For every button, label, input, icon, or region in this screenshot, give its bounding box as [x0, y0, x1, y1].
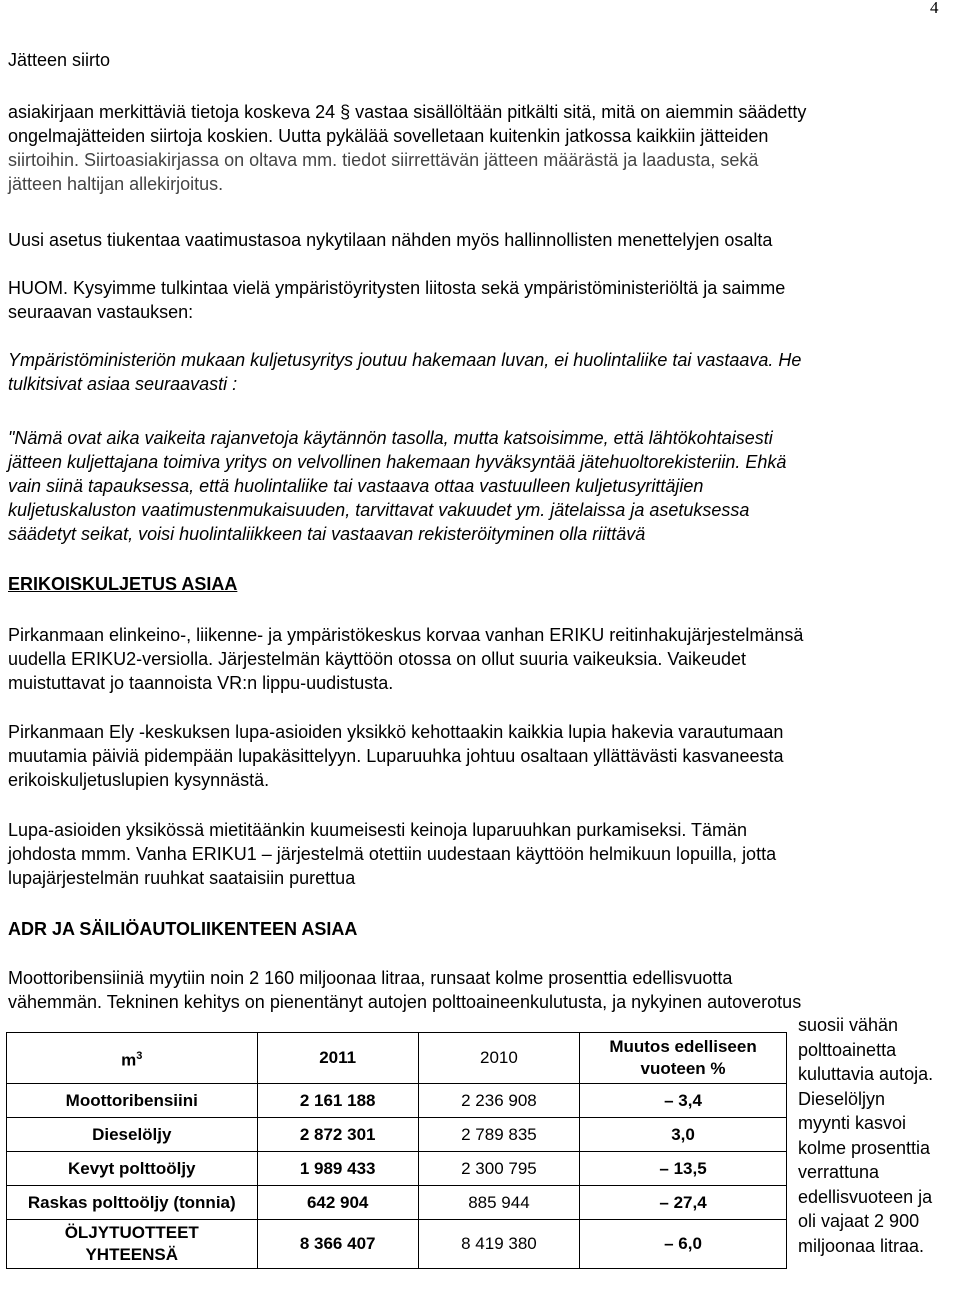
- paragraph-eriku: [8, 623, 956, 695]
- cell-2011: 2 872 301: [257, 1118, 418, 1152]
- text-line: jätteen haltijan allekirjoitus.: [8, 174, 224, 194]
- text-line: Moottoribensiiniä myytiin noin 2 160 miljoonaa litraa, runsaat kolme prosenttia edellisvuotta: [8, 968, 733, 988]
- header-2011: 2011: [257, 1033, 418, 1084]
- text-line: Pirkanmaan Ely -keskuksen lupa-asioiden yksikkö kehottaakin kaikkia lupia hakevia varautumaan: [8, 722, 784, 742]
- cell-2010: 2 236 908: [418, 1084, 579, 1118]
- text-line: myynti kasvoi: [798, 1113, 907, 1133]
- text-line: jätteen kuljettajana toimiva yritys on velvollinen hakemaan hyväksyntää jätehuoltorekisteriin. Ehkä: [8, 452, 787, 472]
- side-text-column: [798, 1013, 960, 1258]
- text-line: oli vajaat 2 900: [798, 1211, 920, 1231]
- page-number: 4: [930, 0, 939, 17]
- section-heading-transfer: Jätteen siirto: [8, 50, 111, 70]
- text-line: Lupa-asioiden yksikössä mietitäänkin kuumeisesti keinoja luparuuhkan purkamiseksi. Tämän: [8, 820, 748, 840]
- text-line: muistuttavat jo taannoista VR:n lippu-uudistusta.: [8, 673, 394, 693]
- table-total-row: [7, 1220, 787, 1269]
- text-line: ongelmajätteiden siirtoja koskien. Uutta pykälää sovelletaan kuitenkin jatkossa kaikkiin jätteiden: [8, 126, 769, 146]
- table-header-row: [7, 1033, 787, 1084]
- cell-2011: 642 904: [257, 1186, 418, 1220]
- text-line: polttoainetta: [798, 1039, 897, 1060]
- quote-block: [8, 426, 956, 546]
- table-row: [7, 1152, 787, 1186]
- total-2011: 8 366 407: [257, 1220, 418, 1269]
- text-line: tulkitsivat asiaa seuraavasti :: [8, 374, 238, 394]
- text-line: säädetyt seikat, voisi huolintaliikkeen tai vastaavan rekisteröityminen olla riittävä: [8, 524, 646, 544]
- cell-2010: 2 300 795: [418, 1152, 579, 1186]
- header-change: Muutos edelliseen vuoteen %: [580, 1033, 787, 1084]
- text-line: HUOM. Kysyimme tulkintaa vielä ympäristöyritysten liitosta sekä ympäristöministeriöltä ja saimme: [8, 278, 786, 298]
- row-label: Raskas polttoöljy (tonnia): [7, 1186, 258, 1220]
- paragraph-permit-backlog: [8, 818, 956, 890]
- text-line: erikoiskuljetuslupien kysynnästä.: [8, 770, 270, 790]
- text-line: muutamia päiviä pidempään lupakäsittelyyn. Luparuuhka johtuu osaltaan yllättävästi kasvaneesta: [8, 746, 784, 766]
- text-line: lupajärjestelmän ruuhkat saataisiin purettua: [8, 868, 356, 888]
- header-2010: 2010: [418, 1033, 579, 1084]
- cell-2011: 2 161 188: [257, 1084, 418, 1118]
- table-row: [7, 1186, 787, 1220]
- section-heading-adr: ADR JA SÄILIÖAUTOLIIKENTEEN ASIAA: [8, 919, 358, 939]
- cell-change: 3,0: [580, 1118, 787, 1152]
- text-line: kuluttavia autoja.: [798, 1064, 934, 1084]
- text-line: Ympäristöministeriön mukaan kuljetusyritys joutuu hakemaan luvan, ei huolintaliike tai vastaava. He: [8, 350, 802, 370]
- text-line: verrattuna: [798, 1162, 880, 1182]
- text-line: kuljetuskaluston vaatimustenmukaisuuden, tarvittavat vakuudet ym. jätelaissa ja asetuksessa: [8, 500, 750, 520]
- cell-2010: 885 944: [418, 1186, 579, 1220]
- header-unit: $m^3$: [7, 1033, 258, 1084]
- cell-change: – 3,4: [580, 1084, 787, 1118]
- paragraph-new-decree: [8, 228, 956, 252]
- text-line: siirtoihin. Siirtoasiakirjassa on oltava mm. tiedot siirrettävän jätteen määrästä ja laadusta, sekä: [8, 150, 759, 170]
- text-line: uudella ERIKU2-versiolla. Järjestelmän käyttöön otossa on ollut suuria vaikeuksia. Vaikeudet: [8, 649, 747, 669]
- text-line: vähemmän. Tekninen kehitys on pienentänyt autojen polttoaineenkulutusta, ja nykyinen autoverotus: [8, 992, 802, 1012]
- cell-2010: 2 789 835: [418, 1118, 579, 1152]
- total-change: – 6,0: [580, 1220, 787, 1269]
- text-line: suosii vähän: [798, 1015, 899, 1035]
- total-2010: 8 419 380: [418, 1220, 579, 1269]
- paragraph-transfer-document: [8, 100, 956, 196]
- text-line: johdosta mmm. Vanha ERIKU1 – järjestelmä otettiin uudestaan käyttöön helmikuun lopuilla, jotta: [8, 844, 777, 864]
- cell-change: – 27,4: [580, 1186, 787, 1220]
- text-line: edellisvuoteen ja: [798, 1186, 933, 1207]
- section-heading-special-transport: ERIKOISKULJETUS ASIAA: [8, 574, 238, 594]
- cell-change: – 13,5: [580, 1152, 787, 1186]
- row-label: Moottoribensiini: [7, 1084, 258, 1118]
- text-line: asiakirjaan merkittäviä tietoja koskeva 24 § vastaa sisällöltään pitkälti sitä, mitä on aiemmin säädetty: [8, 102, 807, 122]
- paragraph-fuel-sales: [8, 966, 956, 1014]
- paragraph-ely-permits: [8, 720, 956, 792]
- text-line: Dieselöljyn: [798, 1088, 886, 1109]
- text-line: kolme prosenttia: [798, 1137, 931, 1158]
- table-row: [7, 1118, 787, 1152]
- text-line: miljoonaa litraa.: [798, 1235, 925, 1256]
- text-line: "Nämä ovat aika vaikeita rajanvetoja käytännön tasolla, mutta katsoisimme, että lähtökohtaisesti: [8, 428, 773, 448]
- total-label: ÖLJYTUOTTEET YHTEENSÄ: [7, 1220, 258, 1269]
- fuel-sales-table: [6, 1032, 787, 1269]
- text-line: vain siinä tapauksessa, että huolintaliike tai vastaava ottaa vastuulleen kuljetusyrittäjien: [8, 476, 704, 496]
- paragraph-note: [8, 276, 956, 324]
- cell-2011: 1 989 433: [257, 1152, 418, 1186]
- text-line: Uusi asetus tiukentaa vaatimustasoa nykytilaan nähden myös hallinnollisten menettelyjen osalta: [8, 230, 773, 250]
- text-line: Pirkanmaan elinkeino-, liikenne- ja ympäristökeskus korvaa vanhan ERIKU reitinhakujärjestelmänsä: [8, 625, 804, 645]
- row-label: Dieselöljy: [7, 1118, 258, 1152]
- paragraph-ministry-answer: [8, 348, 956, 396]
- table-row: [7, 1084, 787, 1118]
- row-label: Kevyt polttoöljy: [7, 1152, 258, 1186]
- text-line: seuraavan vastauksen:: [8, 302, 194, 322]
